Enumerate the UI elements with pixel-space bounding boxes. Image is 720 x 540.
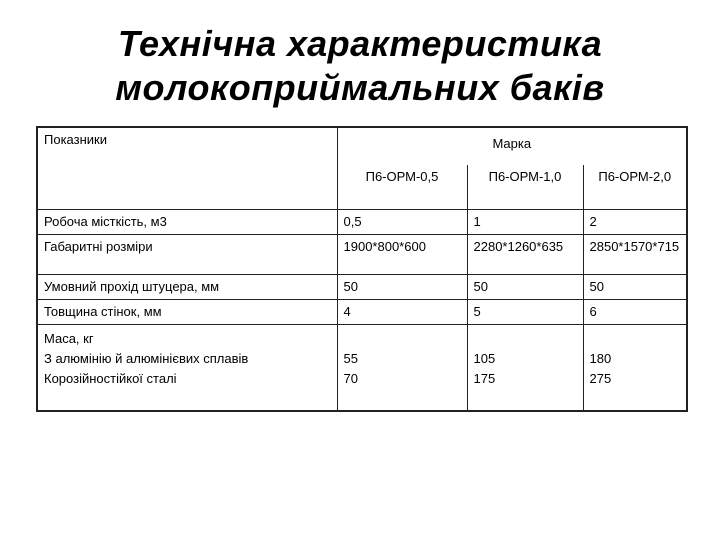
table-header-row <box>37 127 687 165</box>
row-value: 4 <box>337 299 467 324</box>
mass-values <box>583 324 687 411</box>
header-brand: Марка <box>337 127 687 165</box>
mass-value: 70 <box>343 370 358 386</box>
specifications-table <box>36 126 688 412</box>
table-row <box>37 234 687 274</box>
page-title <box>0 22 720 110</box>
row-value: 50 <box>337 274 467 299</box>
mass-value: 180 <box>589 350 612 366</box>
model-cell: П6-ОРМ-1,0 <box>467 165 583 209</box>
row-value: 1 <box>467 209 583 234</box>
row-label: Товщина стінок, мм <box>37 299 337 324</box>
mass-value: 105 <box>473 350 496 366</box>
model-cell: П6-ОРМ-0,5 <box>337 165 467 209</box>
row-value: 50 <box>583 274 687 299</box>
mass-values <box>337 324 467 411</box>
mass-value: 275 <box>589 370 612 386</box>
mass-label-line: Маса, кг <box>44 330 94 346</box>
row-value: 2 <box>583 209 687 234</box>
row-value: 2280*1260*635 <box>467 234 583 274</box>
row-label: Робоча місткість, м3 <box>37 209 337 234</box>
row-value: 6 <box>583 299 687 324</box>
table-row-mass <box>37 324 687 411</box>
header-indicators: Показники <box>44 132 107 147</box>
table-row <box>37 274 687 299</box>
table-row <box>37 209 687 234</box>
mass-label <box>37 324 337 411</box>
row-value: 50 <box>467 274 583 299</box>
mass-values <box>467 324 583 411</box>
row-label: Габаритні розміри <box>37 234 337 274</box>
title-line-2: молокоприймальних баків <box>115 67 605 108</box>
model-cell: П6-ОРМ-2,0 <box>583 165 687 209</box>
table-row <box>37 299 687 324</box>
row-value: 2850*1570*715 <box>583 234 687 274</box>
row-value: 1900*800*600 <box>337 234 467 274</box>
mass-label-line: Корозійностійкої сталі <box>44 370 177 386</box>
mass-value: 55 <box>343 350 358 366</box>
mass-label-line: З алюмінію й алюмінієвих сплавів <box>44 350 249 366</box>
row-value: 0,5 <box>337 209 467 234</box>
row-value: 5 <box>467 299 583 324</box>
mass-value: 175 <box>473 370 496 386</box>
title-line-1: Технічна характеристика <box>117 23 603 64</box>
row-label: Умовний прохід штуцера, мм <box>37 274 337 299</box>
